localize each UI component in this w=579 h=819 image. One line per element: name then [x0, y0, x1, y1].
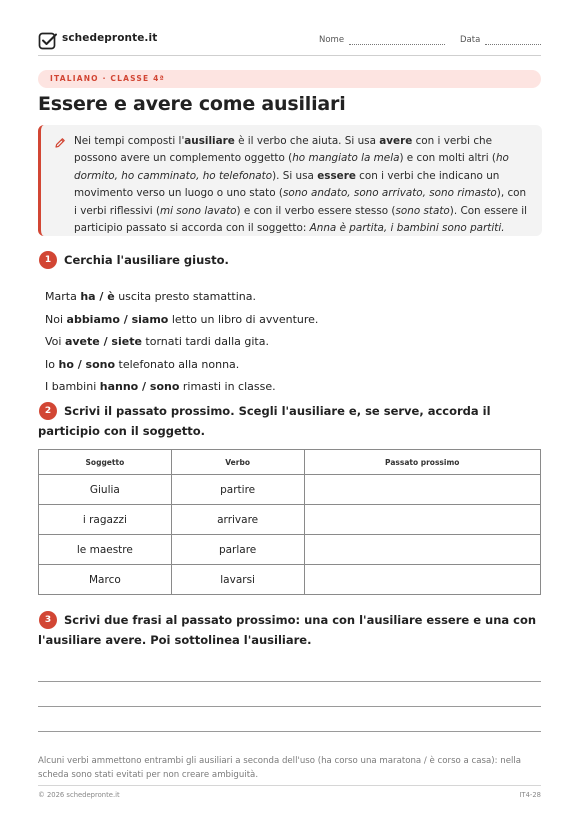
column-header: Passato prossimo: [304, 450, 541, 475]
subject-cell: Giulia: [39, 475, 172, 505]
info-keyword: essere: [317, 169, 356, 182]
pencil-icon: [54, 137, 66, 149]
table-row: [39, 505, 541, 535]
info-text-run: con i verbi che indicano un movimento verso un luogo o uno stato (: [74, 169, 500, 200]
sentence-end: tornati tardi dalla gita.: [141, 335, 269, 348]
info-text-run: ), con i verbi riflessivi (: [74, 187, 527, 217]
footnote: Alcuni verbi ammettono entrambi gli ausiliari a seconda dell'uso (ha corso una maratona / è corso a casa): nella scheda sono stati evitati per non creare ambiguità.: [38, 756, 522, 780]
info-text-run: ) e con molti altri (: [399, 152, 496, 165]
answer-cell[interactable]: [304, 475, 541, 505]
auxiliary-choice[interactable]: ho / sono: [58, 358, 116, 371]
answer-cell[interactable]: [304, 505, 541, 535]
subject-label: ITALIANO · CLASSE 4ª: [50, 74, 165, 83]
table-row: [39, 475, 541, 505]
sentence-start: Io: [45, 358, 59, 371]
sentence-end: rimasti in classe.: [179, 380, 276, 393]
info-keyword: avere: [379, 135, 413, 147]
info-text-run: è il verbo che aiuta. Si usa: [234, 135, 380, 147]
page-title: Essere e avere come ausiliari: [38, 93, 346, 115]
name-label: Nome: [319, 35, 345, 45]
date-label: Data: [460, 35, 481, 45]
info-example: ho dormito, ho camminato, ho telefonato: [74, 152, 509, 182]
exercise-2-title: Scrivi il passato prossimo. Scegli l'ausiliare e, se serve, accorda il participio con il soggetto.: [38, 404, 491, 438]
auxiliary-choice[interactable]: ha / è: [80, 290, 115, 303]
info-text-run: ). Con essere il participio passato si accorda con il soggetto:: [74, 204, 528, 235]
info-keyword: ausiliare: [184, 135, 235, 147]
table-header-row: [39, 450, 541, 475]
header-divider: [38, 55, 541, 56]
footer-divider: [38, 785, 541, 786]
exercise-1-title: Cerchia l'ausiliare giusto.: [64, 253, 229, 267]
info-example: sono stato: [395, 204, 450, 217]
exercise-1-line: [38, 367, 276, 393]
verb-cell: partire: [171, 475, 304, 505]
name-field[interactable]: [319, 35, 445, 45]
info-text: [74, 133, 532, 237]
info-text-run: ) e con il verbo essere stesso (: [236, 204, 396, 217]
info-example: Anna è partita, i bambini sono partiti.: [309, 222, 505, 235]
info-example: ho mangiato la mela: [292, 152, 400, 165]
answer-cell[interactable]: [304, 565, 541, 595]
exercise-2-number: 2: [39, 402, 57, 420]
sentence-start: Noi: [45, 313, 67, 326]
sentence-start: I bambini: [45, 380, 100, 393]
exercise-1-number: 1: [39, 251, 57, 269]
subject-cell: Marco: [39, 565, 172, 595]
info-text-run: ). Si usa: [272, 169, 318, 182]
info-example: sono andato, sono arrivato, sono rimasto: [282, 187, 497, 200]
answer-line[interactable]: [38, 681, 541, 682]
subject-cell: le maestre: [39, 535, 172, 565]
verb-cell: arrivare: [171, 505, 304, 535]
info-example: mi sono lavato: [160, 204, 237, 217]
copyright: © 2026 schedepronte.it: [38, 791, 120, 799]
brand-name: schedepronte.it: [62, 32, 158, 44]
sentence-start: Voi: [45, 335, 65, 348]
table-row: [39, 565, 541, 595]
subject-cell: i ragazzi: [39, 505, 172, 535]
auxiliary-choice[interactable]: abbiamo / siamo: [66, 313, 169, 326]
column-header: Soggetto: [39, 450, 172, 475]
sentence-end: letto un libro di avventure.: [168, 313, 319, 326]
auxiliary-choice[interactable]: hanno / sono: [99, 380, 180, 393]
answer-line[interactable]: [38, 706, 541, 707]
checkmark-logo-icon: [38, 31, 58, 51]
answer-cell[interactable]: [304, 535, 541, 565]
exercise-3-number: 3: [39, 611, 57, 629]
sheet-code: IT4-28: [519, 791, 541, 799]
table-row: [39, 535, 541, 565]
date-blank[interactable]: [485, 36, 541, 45]
name-blank[interactable]: [349, 36, 445, 45]
sentence-start: Marta: [45, 290, 81, 303]
verb-cell: lavarsi: [171, 565, 304, 595]
sentence-end: telefonato alla nonna.: [115, 358, 240, 371]
column-header: Verbo: [171, 450, 304, 475]
answer-line[interactable]: [38, 731, 541, 732]
verb-cell: parlare: [171, 535, 304, 565]
sentence-end: uscita presto stamattina.: [114, 290, 257, 303]
date-field[interactable]: [460, 35, 541, 45]
auxiliary-choice[interactable]: avete / siete: [64, 335, 142, 348]
exercise-3-title: Scrivi due frasi al passato prossimo: una con l'ausiliare essere e una con l'ausiliare avere. Poi sottolinea l'ausiliare.: [38, 613, 537, 647]
exercise-2-table: [38, 449, 541, 595]
info-text-run: Nei tempi composti l': [74, 135, 185, 147]
info-text-run: con i verbi che possono avere un complemento oggetto (: [74, 135, 493, 165]
